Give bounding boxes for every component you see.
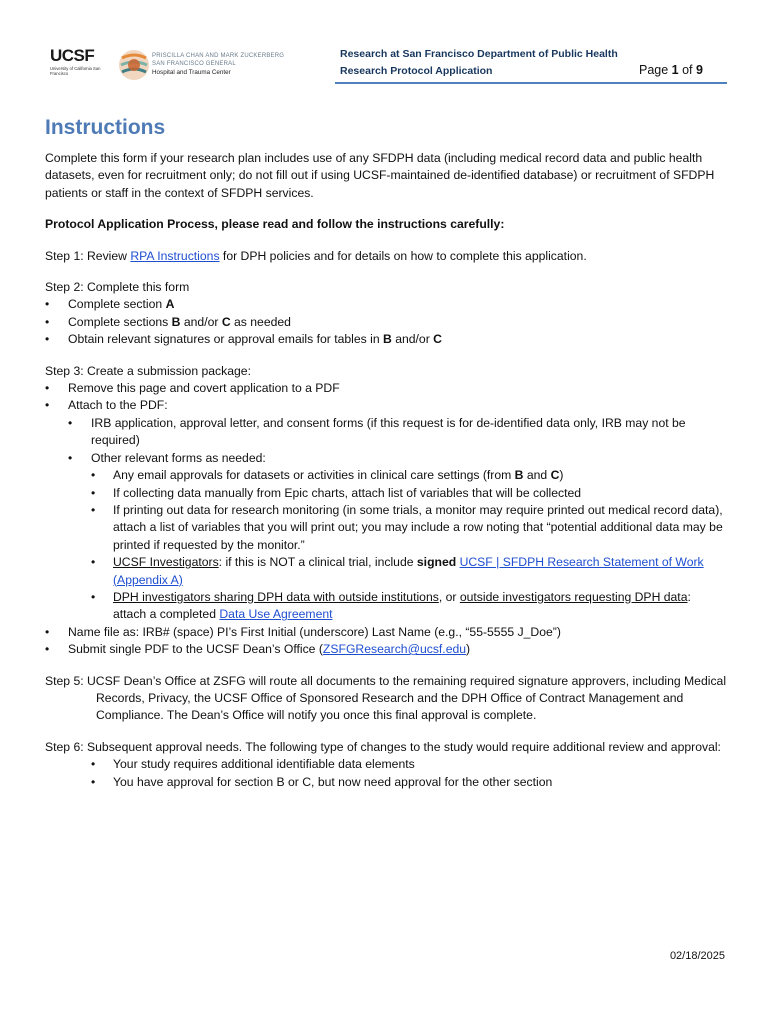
list-item: • If printing out data for research monitoring (in some trials, a monitor may require printed out medical record data), attach a list of variables that you will print out; you may include a row noting that “potential additional data may be printed if requested by the monitor.” [91,502,723,552]
instructions-body [45,114,727,791]
list-item: • Other relevant forms as needed: [68,450,266,465]
step-1: Step 1: Review RPA Instructions for DPH policies and for details on how to complete this application. [45,248,587,263]
step-2-title: Step 2: Complete this form [45,280,190,295]
list-item: • Complete section A [45,297,175,312]
list-item: • Your study requires additional identifiable data elements [91,757,415,772]
header-rule [335,82,727,84]
statement-of-work-link[interactable]: UCSF | SFDPH Research Statement of Work (Appendix A) [113,555,704,587]
header-title: Research at San Francisco Department of Public Health [340,48,618,60]
page-title: Instructions [45,116,166,139]
list-item: • IRB application, approval letter, and consent forms (if this request is for de-identified data only, IRB may not be required) [68,415,686,448]
page-header [0,0,770,90]
step-3-title: Step 3: Create a submission package: [45,363,251,378]
footer-date: 02/18/2025 [669,950,725,962]
list-item: • Attach to the PDF: [45,398,168,413]
rpa-instructions-link[interactable]: RPA Instructions [130,248,220,263]
process-heading: Protocol Application Process, please read and follow the instructions carefully: [45,217,505,232]
list-item: • UCSF Investigators: if this is NOT a clinical trial, include signed UCSF | SFDPH Research Statement of Work (Appendix A) [91,555,704,587]
list-item: • Any email approvals for datasets or activities in clinical care settings (from B and C) [91,468,564,483]
list-item: • You have approval for section B or C, but now need approval for the other section [91,774,553,789]
list-item: • Name file as: IRB# (space) PI’s First Initial (underscore) Last Name (e.g., “55-5555 J_Doe”) [45,624,561,639]
header-subtitle: Research Protocol Application [340,65,493,77]
ucsf-logo: UCSF University of California San Francisco [50,46,101,76]
data-use-agreement-link[interactable]: Data Use Agreement [219,607,333,622]
page-number: Page 1 of 9 [639,63,703,77]
deans-office-email-link[interactable]: ZSFGResearch@ucsf.edu [322,642,467,657]
step-5: Step 5: UCSF Dean’s Office at ZSFG will route all documents to the remaining required signature approvers, including Medical Records, Privacy, the UCSF Office of Sponsored Research and the DPH Office of Contract Management and Compliance. The Dean’s Office will notify you once this final approval is complete. [45,673,727,723]
step-6-title: Step 6: Subsequent approval needs. The following type of changes to the study would require additional review and approval: [45,739,721,754]
zsfg-logo: PRISCILLA CHAN AND MARK ZUCKERBERG SAN FRANCISCO GENERAL Hospital and Trauma Center [118,48,288,84]
list-item: • DPH investigators sharing DPH data with outside institutions, or outside investigators requesting DPH data: attach a completed Data Use Agreement [91,589,691,622]
list-item: • Obtain relevant signatures or approval emails for tables in B and/or C [45,332,442,347]
list-item: • Complete sections B and/or C as needed [45,314,291,329]
zsfg-logo-icon [118,48,154,82]
intro-paragraph: Complete this form if your research plan includes use of any SFDPH data (including medical record data and public health datasets, even for recruitment only; do not fill out if using UCSF-maintained de-identified database) or recruitment of SFDPH patients or staff in the context of SFDPH services. [45,151,715,200]
list-item: • If collecting data manually from Epic charts, attach list of variables that will be collected [91,485,582,500]
list-item: • Submit single PDF to the UCSF Dean’s Office (ZSFGResearch@ucsf.edu) [45,642,471,657]
list-item: • Remove this page and covert application to a PDF [45,381,340,396]
